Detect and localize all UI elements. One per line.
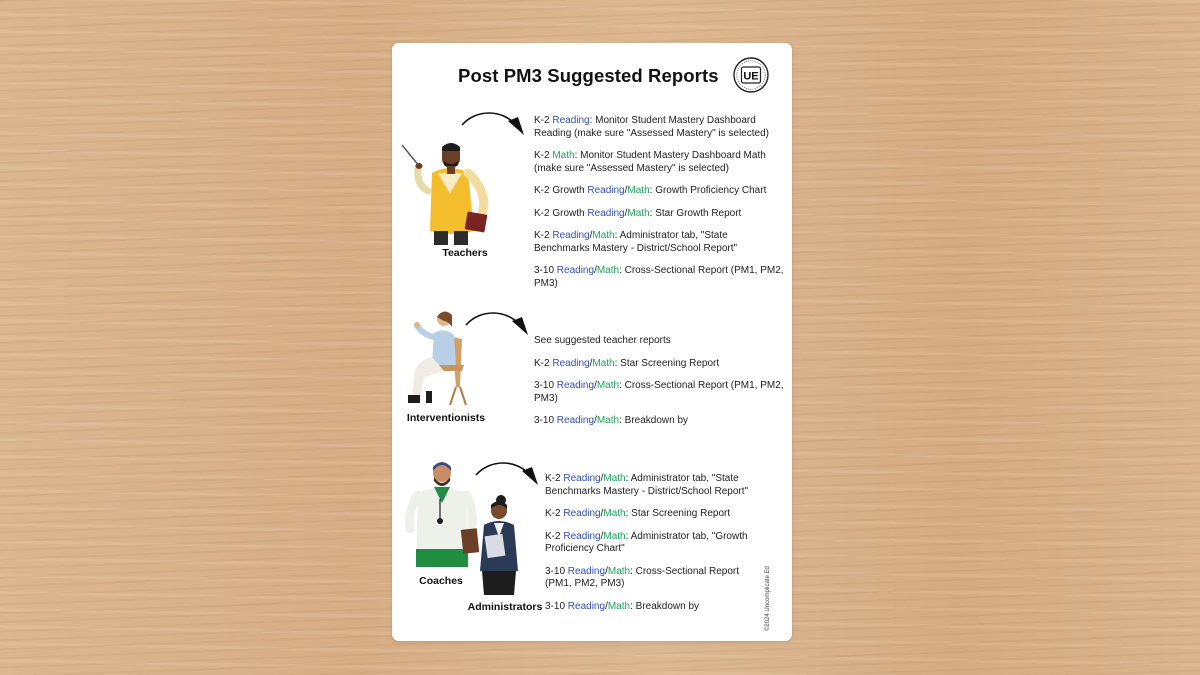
list-item: K-2 Growth Reading/Math: Star Growth Report (534, 207, 742, 219)
list-item: K-2 Math: Monitor Student Mastery Dashboard Math (make sure "Assessed Mastery" is selected) (534, 150, 766, 174)
role-label-administrators: Administrators (467, 601, 543, 613)
administrator-figure-icon (474, 495, 524, 599)
list-item: 3-10 Reading/Math: Cross-Sectional Report (PM1, PM2, PM3) (534, 265, 784, 289)
copyright-text: ©2024 Uncomplicate Ed (765, 566, 771, 631)
list-item: See suggested teacher reports (534, 335, 671, 346)
coach-figure-icon (404, 459, 482, 571)
reports-card (392, 43, 792, 641)
list-item: K-2 Growth Reading/Math: Growth Proficiency Chart (534, 185, 767, 196)
list-item: K-2 Reading/Math: Administrator tab, "State Benchmarks Mastery - District/School Report" (534, 230, 738, 254)
list-item: 3-10 Reading/Math: Breakdown by (534, 415, 689, 426)
list-item: K-2 Reading: Monitor Student Mastery Dashboard Reading (make sure "Assessed Mastery" is selected) (534, 115, 769, 139)
arrow-icon (472, 457, 544, 491)
role-label-interventionists: Interventionists (406, 412, 486, 424)
list-item: K-2 Reading/Math: Administrator tab, "Growth Proficiency Chart" (545, 530, 748, 554)
role-label-teachers: Teachers (442, 247, 488, 259)
list-item: 3-10 Reading/Math: Cross-Sectional Report (PM1, PM2, PM3) (545, 565, 740, 589)
list-item: K-2 Reading/Math: Administrator tab, "State Benchmarks Mastery - District/School Report" (545, 473, 749, 497)
teacher-report-list (534, 115, 786, 300)
logo-text: UE (743, 70, 759, 83)
copyright-notice (765, 551, 773, 631)
list-item: K-2 Reading/Math: Star Screening Report (545, 508, 731, 519)
interventionist-report-list (534, 335, 786, 438)
list-item: K-2 Reading/Math: Star Screening Report (534, 357, 720, 369)
teacher-figure-icon (398, 133, 502, 245)
page-title: Post PM3 Suggested Reports (458, 65, 719, 86)
list-item: 3-10 Reading/Math: Cross-Sectional Report (PM1, PM2, PM3) (534, 380, 784, 404)
list-item: 3-10 Reading/Math: Breakdown by (545, 600, 700, 612)
uncomplicate-ed-logo-icon (733, 57, 769, 93)
interventionist-figure-icon (404, 305, 478, 409)
coach-admin-report-list (545, 473, 767, 623)
role-label-coaches: Coaches (419, 575, 463, 587)
